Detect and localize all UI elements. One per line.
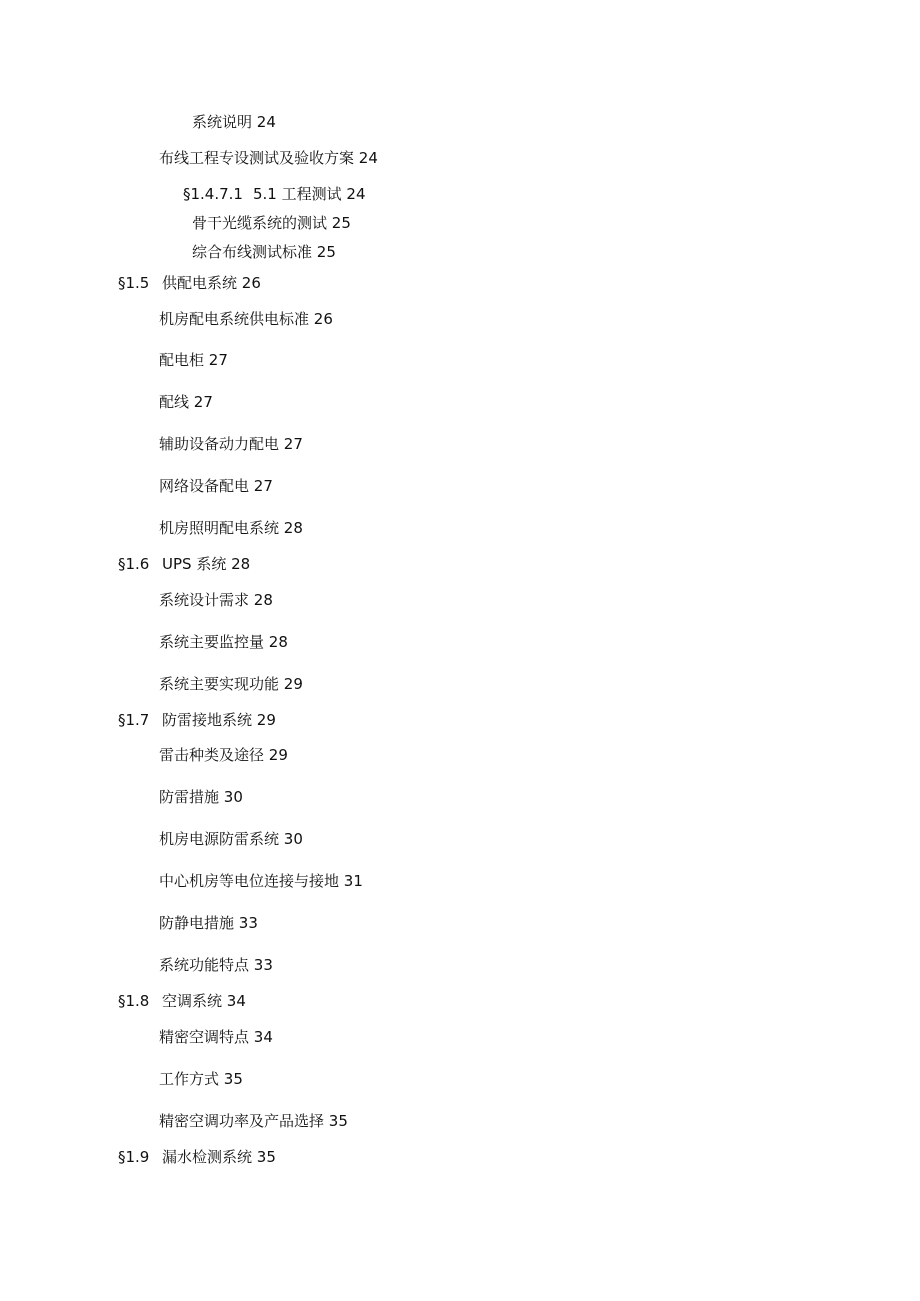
toc-entry-title: 综合布线测试标准 [192,243,313,261]
toc-entry [159,518,303,538]
toc-entry-title: 雷击种类及途径 [159,746,265,764]
toc-entry-number: §1.6 [118,555,150,573]
toc-entry-page: 24 [358,149,378,167]
toc-entry-title: 骨干光缆系统的测试 [192,214,328,232]
toc-entry-title: 工作方式 [159,1070,220,1088]
toc-entry-page: 33 [253,956,273,974]
toc-entry-page: 31 [343,872,363,890]
toc-entry-page: 27 [208,351,228,369]
toc-entry-title: 空调系统 [162,992,223,1010]
toc-entry-title: 防雷接地系统 [162,711,253,729]
toc-entry-title: 系统功能特点 [159,956,250,974]
toc-entry-title: 系统主要实现功能 [159,675,280,693]
toc-entry-page: 35 [328,1112,348,1130]
toc-entry [192,242,336,262]
toc-entry-title: 布线工程专设测试及验收方案 [159,149,355,167]
toc-entry-page: 35 [223,1070,243,1088]
toc-entry-title: 5.1 工程测试 [253,185,342,203]
toc-entry-title: 机房配电系统供电标准 [159,310,310,328]
toc-entry [159,148,378,168]
toc-entry-page: 33 [238,914,258,932]
toc-entry [159,350,228,370]
toc-entry-page: 34 [253,1028,273,1046]
toc-entry-page: 26 [313,310,333,328]
toc-entry [118,554,250,574]
toc-entry [118,1147,276,1167]
toc-entry-page: 25 [316,243,336,261]
toc-entry-number: §1.9 [118,1148,150,1166]
toc-entry-page: 28 [231,555,251,573]
toc-entry-title: 辅助设备动力配电 [159,435,280,453]
toc-entry-page: 26 [241,274,261,292]
toc-entry-number: §1.4.7.1 [183,185,243,203]
toc-entry-number: §1.7 [118,711,150,729]
toc-entry-page: 30 [283,830,303,848]
toc-entry-number: §1.5 [118,274,150,292]
toc-entry-page: 27 [193,393,213,411]
toc-entry [183,184,366,204]
toc-entry-title: UPS 系统 [162,555,227,573]
toc-entry [159,955,273,975]
toc-entry [118,710,276,730]
toc-entry-page: 35 [256,1148,276,1166]
toc-entry-title: 配线 [159,393,190,411]
toc-entry-title: 精密空调功率及产品选择 [159,1112,325,1130]
toc-entry-page: 27 [253,477,273,495]
toc-entry-title: 机房电源防雷系统 [159,830,280,848]
toc-entry-page: 28 [253,591,273,609]
toc-entry-title: 精密空调特点 [159,1028,250,1046]
toc-entry-page: 29 [268,746,288,764]
toc-entry-title: 网络设备配电 [159,477,250,495]
toc-entry [159,1111,348,1131]
toc-entry-title: 防静电措施 [159,914,235,932]
toc-entry [118,991,246,1011]
toc-entry [159,309,333,329]
toc-entry [159,434,303,454]
toc-entry [159,745,288,765]
toc-entry-page: 28 [268,633,288,651]
toc-entry [159,476,273,496]
toc-entry-page: 24 [346,185,366,203]
toc-entry-page: 24 [256,113,276,131]
toc-entry [159,674,303,694]
toc-entry [159,632,288,652]
toc-entry-title: 漏水检测系统 [162,1148,253,1166]
toc-entry-page: 29 [283,675,303,693]
toc-entry [159,829,303,849]
toc-entry [192,213,351,233]
toc-entry-title: 配电柜 [159,351,205,369]
toc-entry [159,787,243,807]
toc-entry-title: 供配电系统 [162,274,238,292]
toc-entry-title: 系统主要监控量 [159,633,265,651]
toc-entry [159,590,273,610]
toc-entry [192,112,276,132]
toc-entry [159,871,363,891]
toc-entry-title: 中心机房等电位连接与接地 [159,872,340,890]
toc-entry-page: 29 [256,711,276,729]
toc-entry-title: 防雷措施 [159,788,220,806]
toc-entry-number: §1.8 [118,992,150,1010]
toc-entry-page: 28 [283,519,303,537]
toc-entry-title: 机房照明配电系统 [159,519,280,537]
toc-entry-page: 34 [226,992,246,1010]
toc-entry-title: 系统说明 [192,113,253,131]
toc-entry [159,1069,243,1089]
toc-entry [118,273,261,293]
toc-entry-page: 27 [283,435,303,453]
toc-entry-page: 30 [223,788,243,806]
toc-entry [159,1027,273,1047]
toc-entry-page: 25 [331,214,351,232]
toc-entry [159,913,258,933]
toc-entry [159,392,213,412]
toc-entry-title: 系统设计需求 [159,591,250,609]
